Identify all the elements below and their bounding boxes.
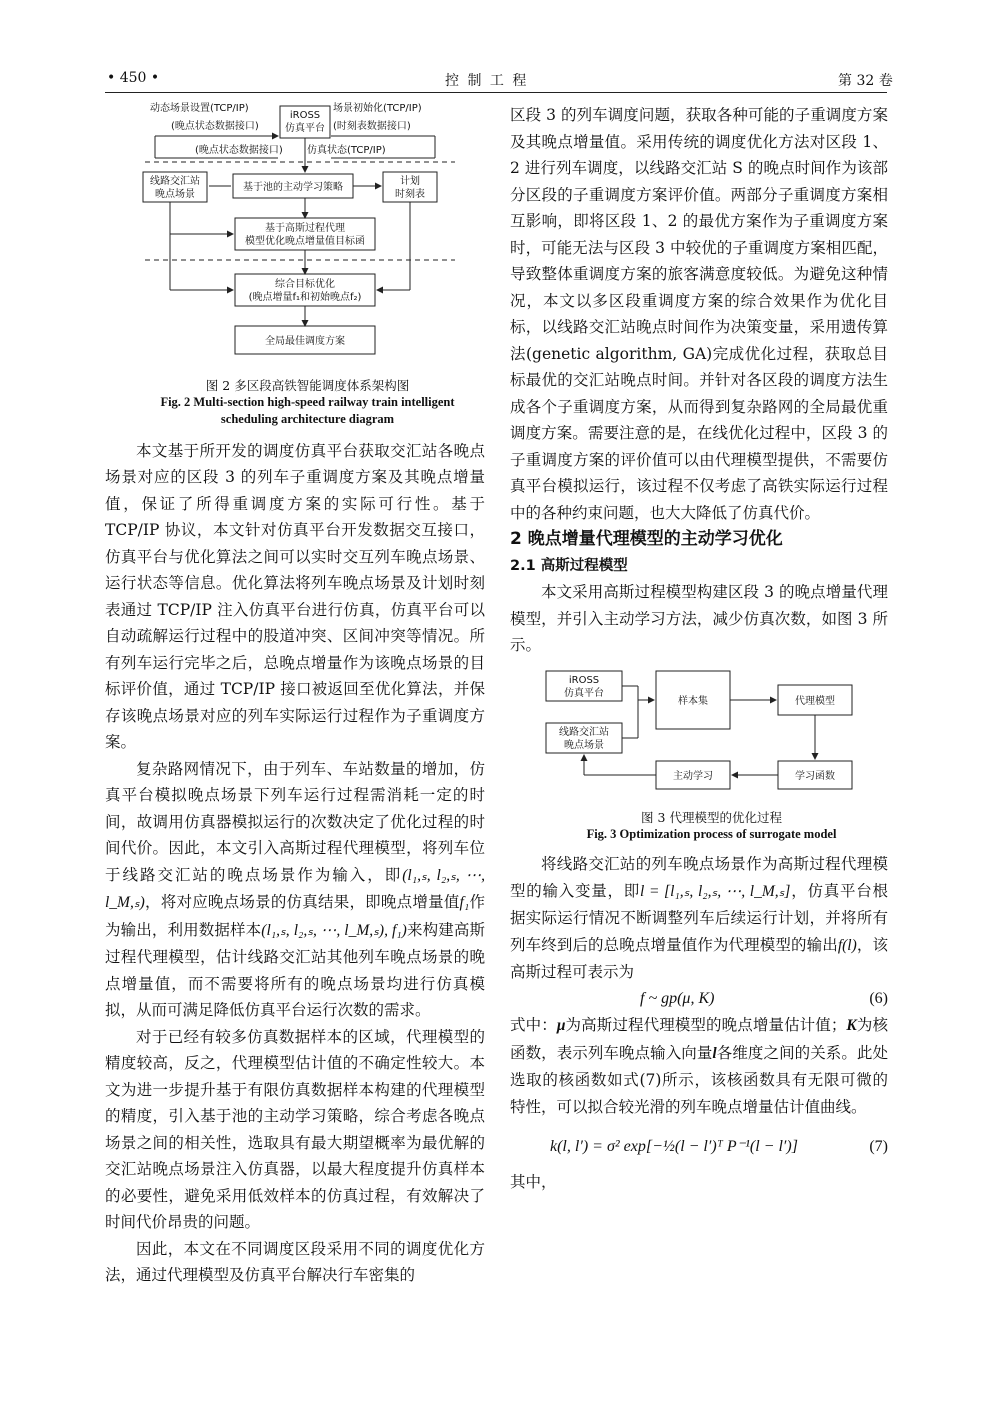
delay-tuple: (l₁,ₛ, l₂,ₛ, ⋯, l_M,ₛ) [105, 866, 485, 911]
fig3-label-iross: iROSS [568, 674, 600, 686]
equation-7 [510, 1134, 888, 1161]
fig2-label-timetable-interface: (时刻表数据接口) [333, 121, 411, 132]
f1-symbol: f₁ [459, 894, 470, 911]
left-paragraph-4: 因此，本文在不同调度区段采用不同的调度优化方法，通过代理模型及仿真平台解决行车密集的 [105, 1239, 485, 1284]
equation-7-body: k(l, l′) = σ² exp[−½(l − l′)ᵀ P⁻¹(l − l′)] [550, 1138, 798, 1155]
figure-2-architecture-diagram [105, 98, 485, 366]
fig2-label-timetable: 时刻表 [395, 189, 425, 200]
figure-2-caption-en-2: scheduling architecture diagram [220, 411, 395, 426]
left-paragraph-2: 复杂路网情况下，由于列车、车站数量的增加，仿真平台模拟晚点场景下列车运行过程需消耗一定的时间，故调用仿真器模拟运行的次数决定了优化过程的时间代价。因此，本文引入高斯过程代理模型，将列车位于线路交汇站的晚点场景作为输入，即(l₁,ₛ, l₂,ₛ, ⋯, l_M,ₛ)，将对应晚点场景的仿真结果，即晚点增量值f₁作为输出，利用数据样本(l₁,ₛ, l₂,ₛ, ⋯, l_M,ₛ), f₁)来构建高斯过程代理模型，估计线路交汇站其他列车晚点场景的晚点增量值，而不需要将所有的晚点场景均进行仿真模拟，从而可满足降低仿真平台运行次数的需求。 [105, 759, 485, 1019]
left-column [105, 98, 485, 1289]
fig3-label-active-learning: 主动学习 [673, 770, 713, 782]
fig2-label-sim-platform: 仿真平台 [285, 123, 325, 134]
figure-2-caption-zh: 图 2 多区段高铁智能调度体系架构图 [205, 377, 410, 393]
page-number: • 450 • [107, 70, 160, 86]
fig2-label-objective-detail: (晚点增量f₁和初始晚点f₂) [248, 292, 362, 303]
l-symbol: l [712, 1044, 717, 1062]
fig2-label-iross: iROSS [289, 110, 321, 121]
right-paragraph-1: 区段 3 的列车调度问题，获取各种可能的子重调度方案及其晚点增量值。采用传统的调度优化方法对区段 1、2 进行列车调度，以线路交汇站 S 的晚点时间作为该部分区段的子重调度方案评价值。两部分子重调度方案相互影响，即将区段 1、2 的最优方案作为子重调度方案时，可能无法与区段 3 中较优的子重调度方案相匹配，导致整体重调度方案的旅客满意度较低。为避免这种情况，本文以多区段重调度方案的综合效果作为优化目标，以线路交汇站晚点时间作为决策变量，采用遗传算法(genetic algorithm, GA)完成优化过程，获取总目标最优的交汇站晚点时间。并针对各区段的调度方法生成各个子重调度方案，从而得到复杂路网的全局最优重调度方案。需要注意的是，在线优化过程中，区段 3 的子重调度方案的评价值可以由代理模型提供，不需要仿真平台模拟运行，该过程不仅考虑了高铁实际运行过程中的各种约束问题，也大大降低了仿真代价。 [510, 106, 888, 522]
fig3-label-sim-platform: 仿真平台 [564, 687, 604, 699]
fig3-label-samples: 样本集 [678, 695, 708, 707]
left-paragraph-3: 对于已经有较多仿真数据样本的区域，代理模型的精度较高，反之，代理模型估计值的不确定性较大。本文为进一步提升基于有限仿真数据样本构建的代理模型的精度，引入基于池的主动学习策略，综合考虑各晚点场景之间的相关性，选取具有最大期望概率为最优解的交汇站晚点场景注入仿真器，以最大程度提升仿真样本的必要性，避免采用低效样本的仿真过程，有效解决了时间代价昂贵的问题。 [105, 1027, 485, 1231]
fig2-label-station: 线路交汇站 [150, 176, 200, 187]
fig2-label-objective: 综合目标优化 [275, 279, 335, 290]
section-2-1-heading: 2.1 高斯过程模型 [510, 557, 628, 574]
right-paragraph-2: 本文采用高斯过程模型构建区段 3 的晚点增量代理模型，并引入主动学习方法，减少仿真次数，如图 3 所示。 [510, 583, 888, 654]
left-paragraph-1: 本文基于所开发的调度仿真平台获取交汇站各晚点场景对应的区段 3 的列车子重调度方案及其晚点增量值，保证了所得重调度方案的实际可行性。基于 TCP/IP 协议，本文针对仿真平台开发数据交互接口，仿真平台与优化算法之间可以实时交互列车晚点场景、运行状态等信息。优化算法将列车晚点场景及计划时刻表通过 TCP/IP 注入仿真平台进行仿真，仿真平台可以自动疏解运行过程中的股道冲突、区间冲突等情况。所有列车运行完毕之后，总晚点增量作为该晚点场景的目标评价值，通过 TCP/IP 接口被返回至优化算法，并保存该晚点场景对应的列车实际运行过程作为子重调度方案。 [105, 441, 485, 751]
equation-6-body: f ~ gp(μ, K) [640, 989, 715, 1007]
section-2-heading: 2 晚点增量代理模型的主动学习优化 [510, 529, 783, 549]
figure-2-caption-en-1: Fig. 2 Multi-section high-speed railway train intelligent [160, 394, 455, 409]
equation-6 [510, 986, 888, 1013]
fig2-label-sim-status: 仿真状态(TCP/IP) [307, 145, 386, 156]
k-symbol: K [846, 1017, 857, 1034]
fig2-label-pool-strategy: 基于池的主动学习策略 [243, 182, 343, 193]
fig2-label-delay-interface-2: (晚点状态数据接口) [195, 145, 283, 156]
journal-title: 控 制 工 程 [445, 73, 529, 89]
fig2-label-delay-interface: (晚点状态数据接口) [171, 121, 259, 132]
equation-7-number: (7) [869, 1138, 888, 1155]
fig2-label-delay-scene: 晚点场景 [155, 189, 195, 200]
fig3-label-learning-function: 学习函数 [795, 770, 835, 782]
right-column [510, 102, 888, 1195]
header-rule [105, 92, 887, 93]
fig2-label-gp-2: 模型优化晚点增量值目标函 [245, 236, 365, 247]
volume-label: 第 32 卷 [838, 73, 893, 89]
mu-symbol: μ [556, 1017, 566, 1034]
fig2-label-scene-init: 场景初始化(TCP/IP) [333, 103, 422, 114]
figure-3-caption-zh: 图 3 代理模型的优化过程 [641, 810, 782, 825]
figure-3-caption-en: Fig. 3 Optimization process of surrogate model [586, 827, 837, 841]
fig2-label-dynamic-scene: 动态场景设置(TCP/IP) [150, 103, 249, 114]
fig2-label-gp-1: 基于高斯过程代理 [265, 223, 345, 234]
sample-tuple: (l₁,ₛ, l₂,ₛ, ⋯, l_M,ₛ), f₁) [261, 921, 407, 939]
fig3-label-station: 线路交汇站 [559, 726, 609, 738]
figure-3-surrogate-diagram [510, 667, 888, 799]
right-paragraph-3: 将线路交汇站的列车晚点场景作为高斯过程代理模型的输入变量，即l = [l₁,ₛ, l₂,ₛ, ⋯, l_M,ₛ]，仿真平台根据实际运行情况不断调整列车后续运行计划，并将所有列车终到后的总晚点增量值作为代理模型的输出f(l)，该高斯过程可表示为 [510, 855, 888, 981]
output-function: f(l) [837, 936, 857, 954]
fig3-label-delay-scene: 晚点场景 [564, 739, 604, 751]
equation-6-number: (6) [869, 989, 888, 1007]
input-vector: l = [l₁,ₛ, l₂,ₛ, ⋯, l_M,ₛ] [640, 882, 791, 900]
fig3-label-surrogate: 代理模型 [795, 695, 835, 707]
fig2-label-best-plan: 全局最佳调度方案 [265, 336, 345, 347]
fig2-label-plan: 计划 [400, 176, 420, 187]
right-paragraph-5: 其中， [510, 1172, 557, 1191]
right-paragraph-4: 式中：μ为高斯过程代理模型的晚点增量估计值；K为核函数，表示列车晚点输入向量l各维度之间的关系。此处选取的核函数如式(7)所示，该核函数具有无限可微的特性，可以拟合较光滑的列车晚点增量估计值曲线。 [510, 1016, 888, 1116]
